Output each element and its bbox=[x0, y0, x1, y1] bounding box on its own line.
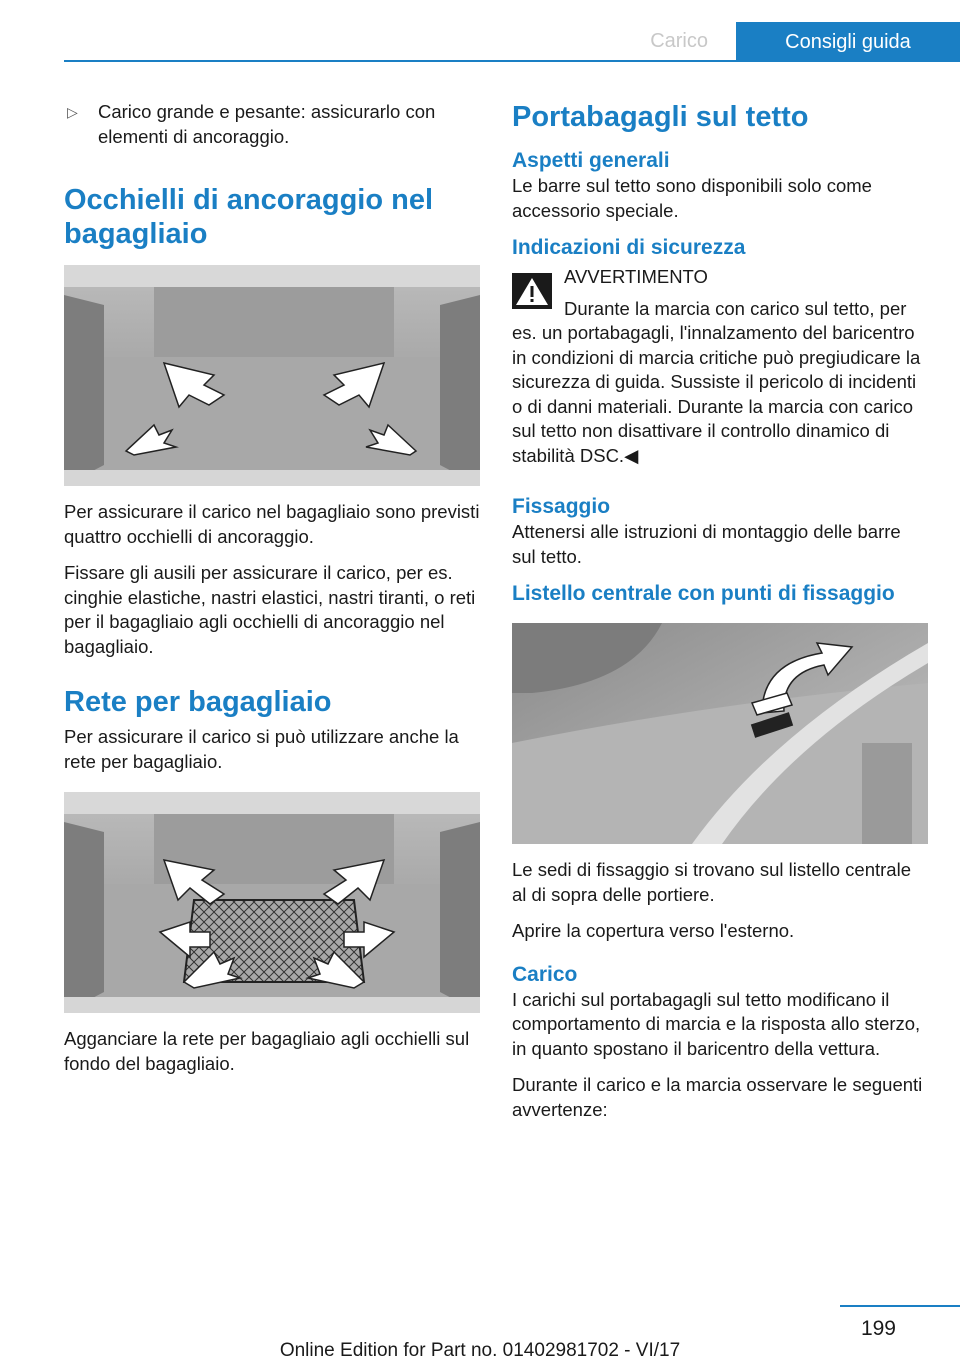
bullet-item bbox=[64, 100, 480, 149]
warning-title: AVVERTIMENTO bbox=[564, 266, 708, 287]
heading-luggage-net: Rete per bagagliaio bbox=[64, 686, 332, 718]
warning-block bbox=[512, 265, 928, 468]
paragraph-strip-1: Le sedi di fissaggio si trovano sul listello centrale al di sopra delle portiere. bbox=[512, 859, 911, 905]
heading-general: Aspetti generali bbox=[512, 149, 670, 172]
heading-roof-rack: Portabagagli sul tetto bbox=[512, 101, 809, 133]
roof-strip-figure bbox=[512, 623, 928, 844]
heading-anchor-eyes: Occhielli di ancoraggio nel bagagliaio bbox=[64, 184, 434, 250]
heading-safety: Indicazioni di sicurezza bbox=[512, 236, 746, 259]
paragraph-general: Le barre sul tetto sono disponibili solo come accessorio speciale. bbox=[512, 175, 872, 221]
header-rule bbox=[64, 60, 960, 62]
paragraph-anchor-2: Fissare gli ausili per assicurare il carico, per es. cinghie elastiche, nastri elastici, nastri tiranti, o reti per il bagagliaio agli occhielli di ancoraggio nel bagagliaio. bbox=[64, 562, 476, 657]
warning-triangle-icon bbox=[512, 273, 552, 309]
paragraph-fixing: Attenersi alle istruzioni di montaggio delle barre sul tetto. bbox=[512, 521, 901, 567]
header-section-tab: Carico bbox=[650, 30, 708, 52]
warning-body: Durante la marcia con carico sul tetto, per es. un portabagagli, l'innalzamento del baricentro in condizioni di marcia critiche può pregiudicare la sicurezza di guida. Sussiste il pericolo di incidenti o di danni materiali. Durante la marcia con carico sul tetto non disattivare il controllo dinamico di stabilità DSC.◀ bbox=[512, 297, 921, 466]
trunk-anchor-figure bbox=[64, 265, 480, 486]
paragraph-net-2: Agganciare la rete per bagagliaio agli occhielli sul fondo del bagagliaio. bbox=[64, 1028, 470, 1074]
heading-center-strip: Listello centrale con punti di fissaggio bbox=[512, 582, 895, 605]
footer-edition: Online Edition for Part no. 01402981702 - VI/17 bbox=[279, 1340, 681, 1361]
right-column bbox=[512, 100, 928, 1134]
paragraph-anchor-1: Per assicurare il carico nel bagagliaio sono previsti quattro occhielli di ancoraggio. bbox=[64, 501, 480, 547]
triangle-bullet-icon: ▷ bbox=[67, 104, 78, 120]
heading-fixing: Fissaggio bbox=[512, 495, 611, 518]
paragraph-strip-2: Aprire la copertura verso l'esterno. bbox=[512, 920, 795, 941]
heading-load: Carico bbox=[512, 962, 578, 986]
paragraph-load-2: Durante il carico e la marcia osservare le seguenti avvertenze: bbox=[512, 1074, 923, 1120]
header-chapter-tab: Consigli guida bbox=[736, 22, 960, 62]
paragraph-load-1: I carichi sul portabagagli sul tetto modificano il comportamento di marcia e la risposta allo sterzo, in quanto spostano il baricentro della vettura. bbox=[512, 988, 921, 1059]
left-column bbox=[64, 100, 480, 1088]
paragraph-net-1: Per assicurare il carico si può utilizzare anche la rete per bagagliaio. bbox=[64, 726, 459, 772]
page-number: 199 bbox=[860, 1317, 896, 1340]
footer-rule bbox=[840, 1305, 960, 1307]
trunk-net-figure bbox=[64, 792, 480, 1013]
bullet-text: Carico grande e pesante: assicurarlo con elementi di ancoraggio. bbox=[98, 101, 436, 147]
